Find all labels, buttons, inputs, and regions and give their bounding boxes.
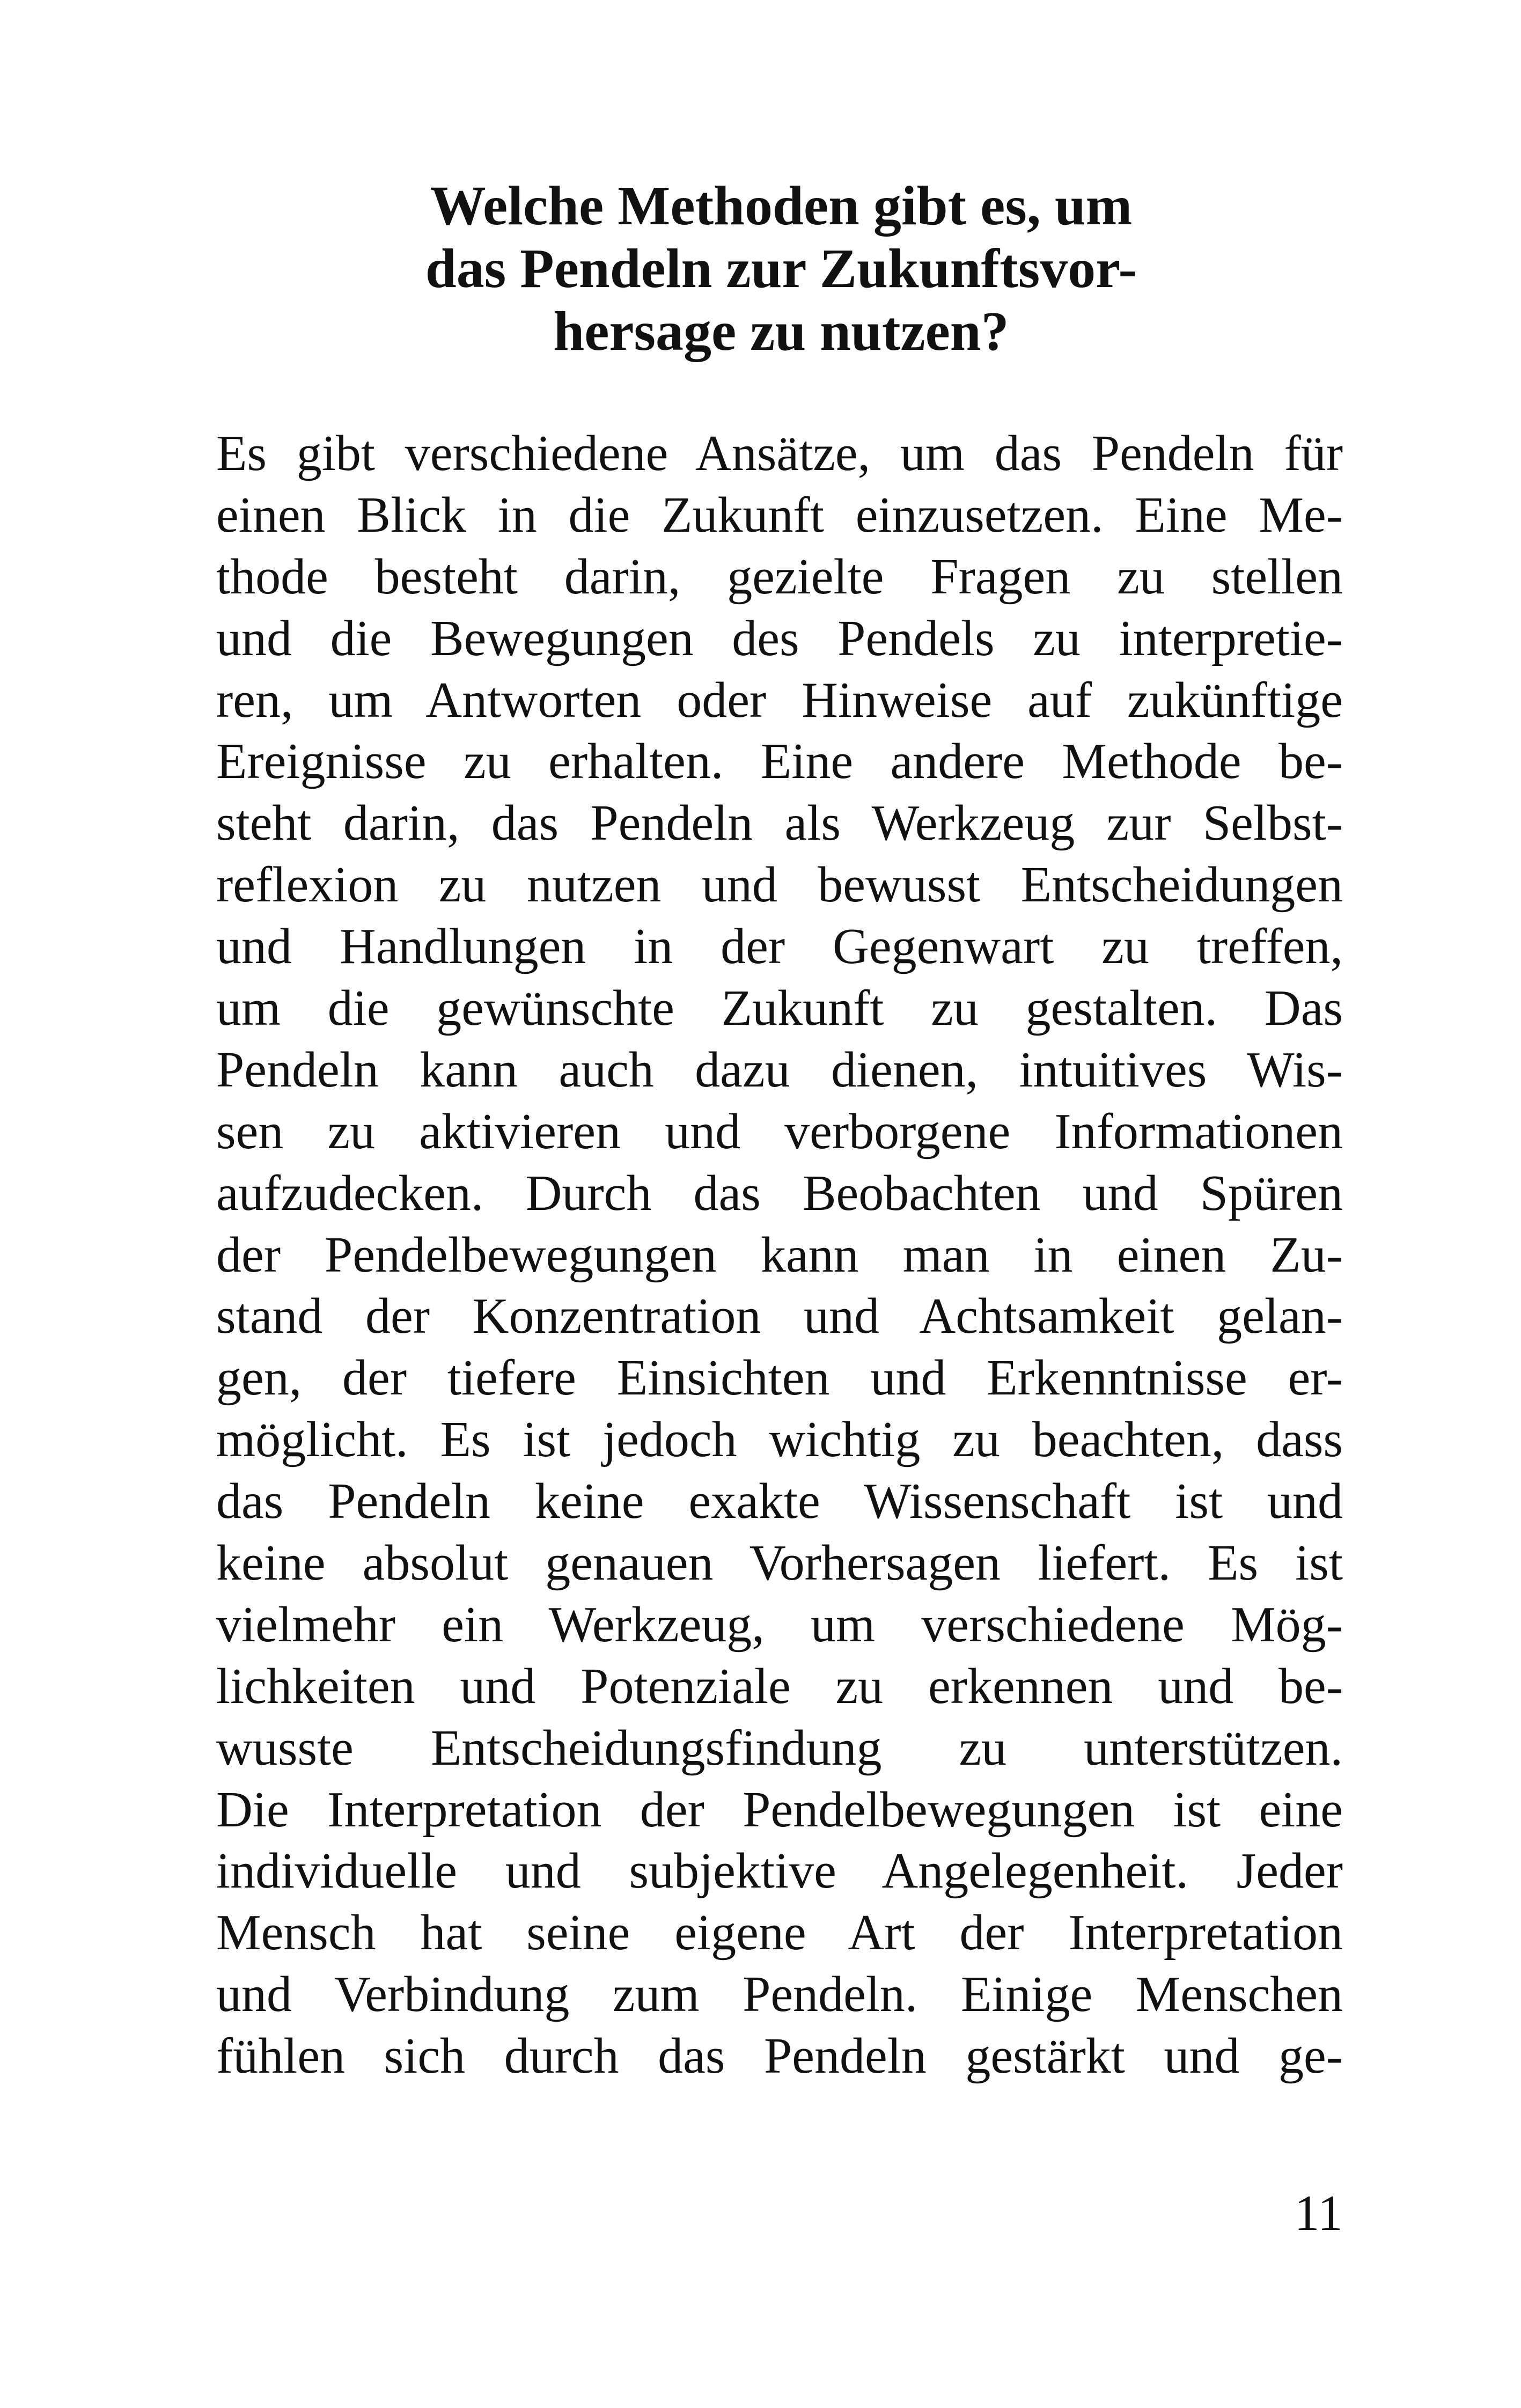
body-line: vielmehr ein Werkzeug, um verschiedene Mög- <box>216 1596 1343 1653</box>
body-line: einen Blick in die Zukunft einzusetzen. Eine Me- <box>216 487 1343 543</box>
body-line: thode besteht darin, gezielte Fragen zu stellen <box>216 548 1343 605</box>
body-line: Ereignisse zu erhalten. Eine andere Methode be- <box>216 733 1343 790</box>
body-line: keine absolut genauen Vorhersagen liefert. Es ist <box>216 1535 1343 1591</box>
body-line: Pendeln kann auch dazu dienen, intuitives Wis- <box>216 1041 1343 1098</box>
body-line: das Pendeln keine exakte Wissenschaft ist und <box>216 1473 1343 1530</box>
body-line: Mensch hat seine eigene Art der Interpretation <box>216 1905 1343 1961</box>
body-line: lichkeiten und Potenziale zu erkennen und be- <box>216 1658 1343 1714</box>
body-line: Die Interpretation der Pendelbewegungen ist eine <box>216 1781 1343 1838</box>
body-line: individuelle und subjektive Angelegenheit. Jeder <box>216 1843 1343 1899</box>
body-line: fühlen sich durch das Pendeln gestärkt und ge- <box>216 2028 1343 2084</box>
body-line: steht darin, das Pendeln als Werkzeug zur Selbst- <box>216 795 1343 851</box>
body-line: ren, um Antworten oder Hinweise auf zukünftige <box>216 672 1343 728</box>
body-line: und die Bewegungen des Pendels zu interpretie- <box>216 610 1343 666</box>
heading-line: hersage zu nutzen? <box>553 300 1009 362</box>
body-line: stand der Konzentration und Achtsamkeit gelan- <box>216 1288 1343 1345</box>
body-line: um die gewünschte Zukunft zu gestalten. Das <box>216 980 1343 1037</box>
body-line: sen zu aktivieren und verborgene Informationen <box>216 1103 1343 1159</box>
page-number: 11 <box>1294 2185 1343 2241</box>
body-line: gen, der tiefere Einsichten und Erkenntnisse er- <box>216 1350 1343 1406</box>
body-line: möglicht. Es ist jedoch wichtig zu beachten, dass <box>216 1412 1343 1468</box>
body-line: reflexion zu nutzen und bewusst Entscheidungen <box>216 857 1343 913</box>
body-line: der Pendelbewegungen kann man in einen Zu- <box>216 1227 1343 1283</box>
chapter-heading <box>218 174 1344 363</box>
heading-line: das Pendeln zur Zukunftsvor- <box>425 238 1137 299</box>
body-line: Es gibt verschiedene Ansätze, um das Pendeln für <box>216 425 1343 481</box>
heading-line: Welche Methoden gibt es, um <box>430 175 1133 237</box>
body-line: und Handlungen in der Gegenwart zu treffen, <box>216 919 1343 975</box>
body-paragraph <box>216 423 1343 2087</box>
body-line: wusste Entscheidungsfindung zu unterstützen. <box>216 1720 1343 1776</box>
body-line: aufzudecken. Durch das Beobachten und Spüren <box>216 1165 1343 1221</box>
body-line: und Verbindung zum Pendeln. Einige Menschen <box>216 1966 1343 2023</box>
